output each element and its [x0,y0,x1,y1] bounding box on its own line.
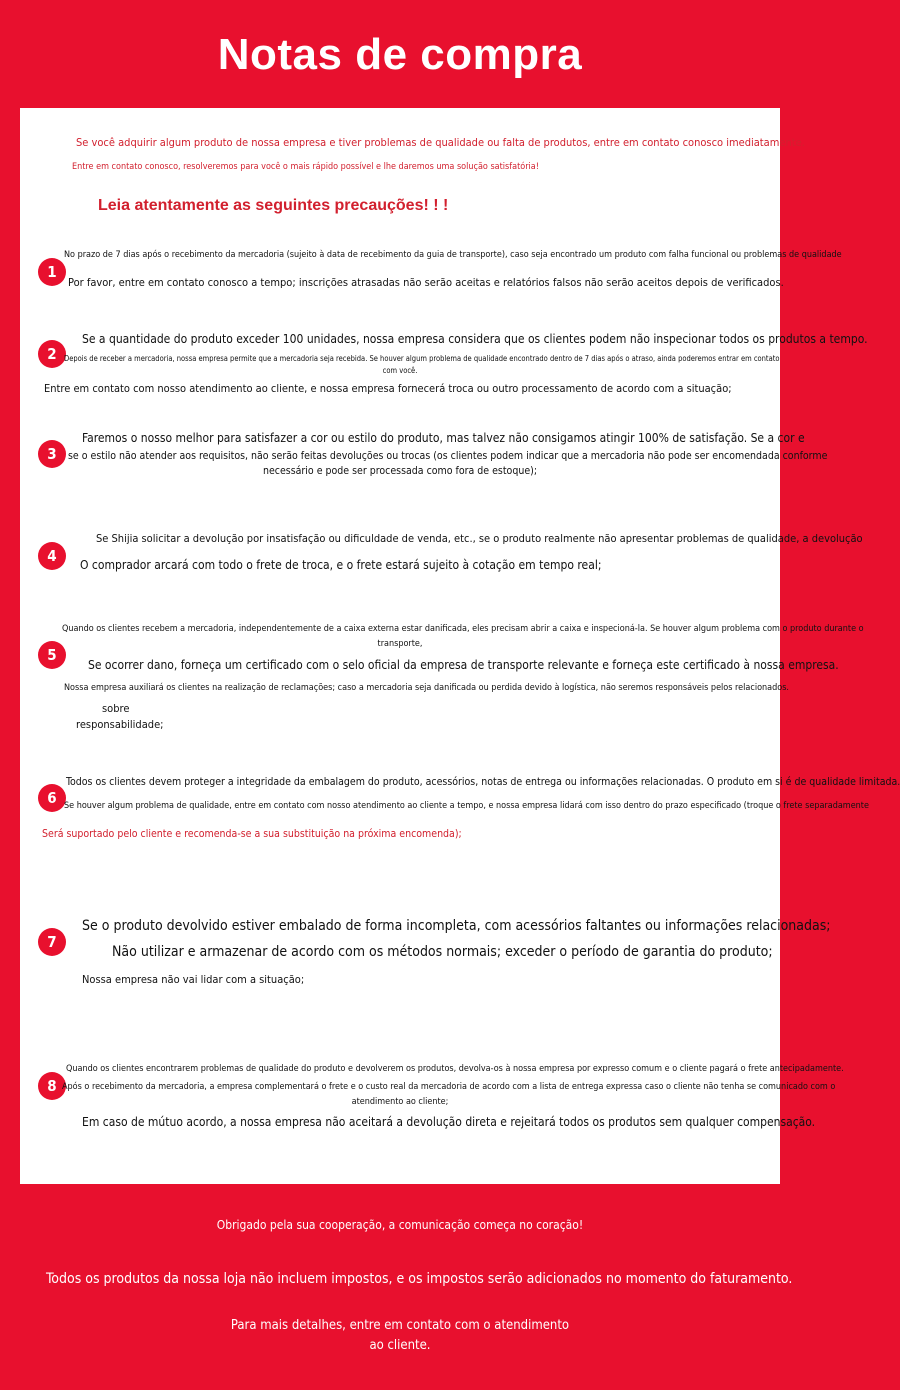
item-number-8: 8 [38,1072,66,1100]
footer-details-line-1: Para mais detalhes, entre em contato com o atendimento [230,1318,570,1333]
item-8-line-2: Após o recebimento da mercadoria, a empresa complementará o frete e o custo real da mercadoria de acordo com a lista de entrega expressa caso o cliente não tenha se comunicado com o [62,1082,836,1092]
item-5-line-1: Quando os clientes recebem a mercadoria, independentemente de a caixa externa estar danificada, eles precisam abrir a caixa e inspecioná-la. Se houver algum problema com o produto durante o [62,624,864,634]
item-3-line-1: Faremos o nosso melhor para satisfazer a cor ou estilo do produto, mas talvez não consigamos atingir 100% de satisfação. Se a cor e [82,431,805,445]
footer-taxes: Todos os produtos da nossa loja não incluem impostos, e os impostos serão adicionados no momento do faturamento. [46,1271,793,1287]
item-7-line-3: Nossa empresa não vai lidar com a situação; [82,973,305,986]
item-4-line-2: O comprador arcará com todo o frete de troca, e o frete estará sujeito à cotação em tempo real; [80,558,602,572]
item-6-line-3: Será suportado pelo cliente e recomenda-se a sua substituição na próxima encomenda); [42,828,462,840]
page-title: Notas de compra [217,30,583,79]
item-2-line-3: com você. [382,366,418,375]
item-number-6: 6 [38,784,66,812]
item-number-2: 2 [38,340,66,368]
precautions-heading: Leia atentamente as seguintes precauções! ! ! [98,197,449,214]
item-5-line-5: sobre [102,702,130,715]
item-8-line-3: atendimento ao cliente; [351,1097,449,1107]
item-3-line-2: se o estilo não atender aos requisitos, não serão feitas devoluções ou trocas (os clientes podem indicar que a mercadoria não pode ser encomendada conforme [68,450,828,462]
item-4-line-1: Se Shijia solicitar a devolução por insatisfação ou dificuldade de venda, etc., se o produto realmente não apresentar problemas de qualidade, a devolução [96,532,863,545]
footer-details-line-2: ao cliente. [369,1338,431,1353]
item-5-line-4: Nossa empresa auxiliará os clientes na realização de reclamações; caso a mercadoria seja danificada ou perdida devido à logística, não seremos responsáveis pelos relacionados. [64,683,789,693]
item-2-line-4: Entre em contato com nosso atendimento ao cliente, e nossa empresa fornecerá troca ou outro processamento de acordo com a situação; [44,382,732,395]
item-3-line-3: necessário e pode ser processada como fora de estoque); [262,465,537,477]
item-5-line-3: Se ocorrer dano, forneça um certificado com o selo oficial da empresa de transporte relevante e forneça este certificado à nossa empresa. [88,658,839,672]
item-7-line-2: Não utilizar e armazenar de acordo com os métodos normais; exceder o período de garantia do produto; [112,944,773,960]
item-5-line-2: transporte, [377,639,423,649]
intro-line-1: Se você adquirir algum produto de nossa empresa e tiver problemas de qualidade ou falta de produtos, entre em contato conosco imediatamente. [76,136,805,149]
item-2-line-1: Se a quantidade do produto exceder 100 unidades, nossa empresa considera que os clientes podem não inspecionar todos os produtos a tempo. [82,332,868,346]
item-8-line-4: Em caso de mútuo acordo, a nossa empresa não aceitará a devolução direta e rejeitará todos os produtos sem qualquer compensação. [82,1115,816,1129]
intro-line-2: Entre em contato conosco, resolveremos para você o mais rápido possível e lhe daremos uma solução satisfatória! [72,162,539,172]
item-number-3: 3 [38,440,66,468]
item-2-line-2: Depois de receber a mercadoria, nossa empresa permite que a mercadoria seja recebida. Se houver algum problema de qualidade encontrado dentro de 7 dias após o atraso, ainda poderemos entrar em contato [64,354,780,363]
item-number-1: 1 [38,258,66,286]
item-1-line-2: Por favor, entre em contato conosco a tempo; inscrições atrasadas não serão aceitas e relatórios falsos não serão aceitos depois de verificados. [68,276,784,289]
item-number-5: 5 [38,641,66,669]
item-8-line-1: Quando os clientes encontrarem problemas de qualidade do produto e devolverem os produtos, devolva-os à nossa empresa por expresso comum e o cliente pagará o frete antecipadamente. [66,1064,844,1074]
notes-panel [20,108,900,1184]
item-number-4: 4 [38,542,66,570]
item-6-line-2: Se houver algum problema de qualidade, entre em contato com nosso atendimento ao cliente a tempo, e nossa empresa lidará com isso dentro do prazo especificado (troque o frete separadamente [64,801,869,811]
footer-thanks: Obrigado pela sua cooperação, a comunicação começa no coração! [216,1218,584,1232]
item-6-line-1: Todos os clientes devem proteger a integridade da embalagem do produto, acessórios, notas de entrega ou informações relacionadas. O produto em si é de qualidade limitada. [66,776,900,788]
item-number-7: 7 [38,928,66,956]
item-7-line-1: Se o produto devolvido estiver embalado de forma incompleta, com acessórios faltantes ou informações relacionadas; [82,918,831,934]
item-1-line-1: No prazo de 7 dias após o recebimento da mercadoria (sujeito à data de recebimento da guia de transporte), caso seja encontrado um produto com falha funcional ou problemas de qualidade [64,250,842,260]
item-5-line-6: responsabilidade; [76,718,164,731]
